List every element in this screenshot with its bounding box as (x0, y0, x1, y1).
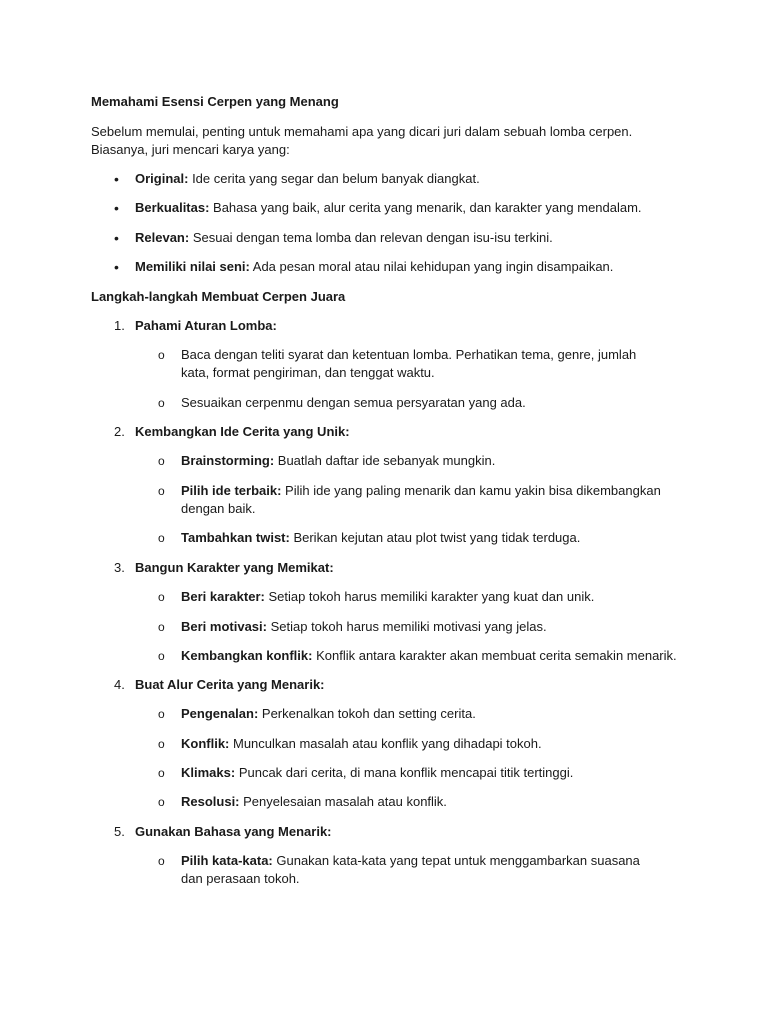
sub-item-term: Beri motivasi: (181, 619, 267, 634)
sub-item-term: Klimaks: (181, 765, 236, 780)
sub-bullet-marker: o (158, 766, 165, 780)
sub-bullet-marker: o (158, 348, 165, 362)
step-number: 3. (114, 560, 125, 575)
step-title: Buat Alur Cerita yang Menarik: (135, 677, 325, 692)
sub-item-term: Kembangkan konflik: (181, 648, 313, 663)
sub-item-description: Gunakan kata-kata yang tepat untuk menggambarkan suasana dan perasaan tokoh. (181, 853, 640, 886)
sub-item-term: Pilih kata-kata: (181, 853, 273, 868)
sub-item-description: Berikan kejutan atau plot twist yang tidak terduga. (289, 530, 581, 545)
intro-paragraph: Sebelum memulai, penting untuk memahami apa yang dicari juri dalam sebuah lomba cerpen. Biasanya, juri mencari karya yang: (91, 124, 633, 157)
step-number: 2. (114, 424, 125, 439)
sub-bullet-marker: o (158, 590, 165, 604)
step-title: Bangun Karakter yang Memikat: (135, 560, 334, 575)
sub-item-description: Buatlah daftar ide sebanyak mungkin. (274, 453, 496, 468)
step-title: Pahami Aturan Lomba: (135, 318, 277, 333)
step-title: Kembangkan Ide Cerita yang Unik: (135, 424, 350, 439)
sub-item-term: Beri karakter: (181, 589, 265, 604)
bullet-marker: • (114, 200, 119, 216)
item-description: Sesuai dengan tema lomba dan relevan dengan isu-isu terkini. (189, 230, 553, 245)
sub-bullet-marker: o (158, 737, 165, 751)
sub-bullet-marker: o (158, 454, 165, 468)
bullet-marker: • (114, 230, 119, 246)
sub-item-term: Pengenalan: (181, 706, 259, 721)
step-number: 1. (114, 318, 125, 333)
sub-bullet-marker: o (158, 854, 165, 868)
sub-bullet-marker: o (158, 396, 165, 410)
sub-item-description: Perkenalkan tokoh dan setting cerita. (258, 706, 476, 721)
sub-item-text: Baca dengan teliti syarat dan ketentuan lomba. Perhatikan tema, genre, jumlah kata, format pengiriman, dan tenggat waktu. (181, 347, 637, 380)
sub-item-term: Konflik: (181, 736, 230, 751)
sub-bullet-marker: o (158, 649, 165, 663)
steps-title: Langkah-langkah Membuat Cerpen Juara (91, 289, 346, 304)
sub-item-description: Puncak dari cerita, di mana konflik mencapai titik tertinggi. (235, 765, 574, 780)
sub-item-term: Brainstorming: (181, 453, 275, 468)
sub-item-text: Sesuaikan cerpenmu dengan semua persyaratan yang ada. (181, 395, 526, 410)
item-term: Relevan: (135, 230, 190, 245)
sub-item-description: Pilih ide yang paling menarik dan kamu yakin bisa dikembangkan dengan baik. (181, 483, 661, 516)
step-number: 4. (114, 677, 125, 692)
item-description: Bahasa yang baik, alur cerita yang menarik, dan karakter yang mendalam. (209, 200, 642, 215)
sub-bullet-marker: o (158, 795, 165, 809)
item-term: Berkualitas: (135, 200, 210, 215)
sub-item-description: Setiap tokoh harus memiliki karakter yang kuat dan unik. (264, 589, 595, 604)
bullet-marker: • (114, 171, 119, 187)
sub-item-description: Konflik antara karakter akan membuat cerita semakin menarik. (312, 648, 677, 663)
sub-bullet-marker: o (158, 620, 165, 634)
sub-bullet-marker: o (158, 531, 165, 545)
item-term: Original: (135, 171, 189, 186)
sub-item-term: Tambahkan twist: (181, 530, 290, 545)
sub-item-term: Pilih ide terbaik: (181, 483, 282, 498)
sub-item-description: Setiap tokoh harus memiliki motivasi yang jelas. (266, 619, 547, 634)
step-title: Gunakan Bahasa yang Menarik: (135, 824, 332, 839)
sub-item-term: Resolusi: (181, 794, 240, 809)
item-description: Ide cerita yang segar dan belum banyak diangkat. (188, 171, 480, 186)
sub-bullet-marker: o (158, 707, 165, 721)
sub-item-description: Munculkan masalah atau konflik yang dihadapi tokoh. (229, 736, 542, 751)
sub-bullet-marker: o (158, 484, 165, 498)
item-description: Ada pesan moral atau nilai kehidupan yang ingin disampaikan. (249, 259, 614, 274)
step-number: 5. (114, 824, 125, 839)
item-term: Memiliki nilai seni: (135, 259, 250, 274)
section-title: Memahami Esensi Cerpen yang Menang (91, 94, 339, 109)
sub-item-description: Penyelesaian masalah atau konflik. (239, 794, 447, 809)
bullet-marker: • (114, 259, 119, 275)
